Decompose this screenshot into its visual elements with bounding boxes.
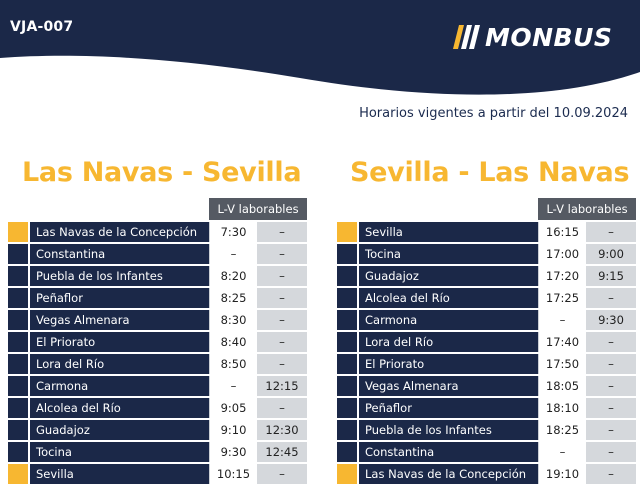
stop-name: Peñaflor — [359, 398, 538, 418]
departure-time-1: 18:05 — [538, 376, 586, 396]
table-row — [337, 310, 636, 332]
departure-time-1: – — [209, 244, 257, 264]
stop-name: El Priorato — [359, 354, 538, 374]
departure-time-1: 7:30 — [209, 222, 257, 242]
stop-name: Lora del Río — [359, 332, 538, 352]
departure-time-2: 12:15 — [257, 376, 307, 396]
departure-time-2: 9:15 — [586, 266, 636, 286]
departure-time-2: – — [586, 398, 636, 418]
table-row — [337, 222, 636, 244]
column-header: L-V laborables — [538, 198, 636, 220]
departure-time-2: – — [586, 288, 636, 308]
monbus-logo — [456, 22, 612, 52]
stop-marker — [8, 354, 28, 374]
departure-time-1: – — [538, 442, 586, 462]
departure-time-2: – — [586, 222, 636, 242]
stop-name: Peñaflor — [30, 288, 209, 308]
table-row — [8, 332, 307, 354]
stop-name: Puebla de los Infantes — [359, 420, 538, 440]
departure-time-2: 12:45 — [257, 442, 307, 462]
departure-time-2: – — [257, 464, 307, 484]
departure-time-1: – — [209, 376, 257, 396]
table-row — [8, 244, 307, 266]
terminal-stop-marker — [8, 222, 28, 242]
departure-time-1: 10:15 — [209, 464, 257, 484]
stop-name: Constantina — [359, 442, 538, 462]
departure-time-2: – — [586, 442, 636, 462]
terminal-stop-marker — [337, 222, 357, 242]
departure-time-1: 9:05 — [209, 398, 257, 418]
table-row — [337, 332, 636, 354]
stop-name: Sevilla — [30, 464, 209, 484]
stop-marker — [8, 288, 28, 308]
stop-marker — [8, 332, 28, 352]
inbound-timetable — [337, 198, 636, 486]
stop-marker — [337, 376, 357, 396]
table-row — [337, 398, 636, 420]
stop-name: Guadajoz — [30, 420, 209, 440]
departure-time-2: – — [257, 266, 307, 286]
departure-time-2: – — [257, 288, 307, 308]
stop-name: Alcolea del Río — [30, 398, 209, 418]
stop-name: Las Navas de la Concepción — [30, 222, 209, 242]
departure-time-1: 17:20 — [538, 266, 586, 286]
stop-name: Las Navas de la Concepción — [359, 464, 538, 484]
departure-time-2: – — [257, 244, 307, 264]
departure-time-1: 17:50 — [538, 354, 586, 374]
table-row — [8, 464, 307, 486]
stop-marker — [8, 398, 28, 418]
table-row — [8, 222, 307, 244]
table-row — [8, 442, 307, 464]
table-row — [8, 266, 307, 288]
table-row — [337, 354, 636, 376]
table-row — [8, 420, 307, 442]
terminal-stop-marker — [8, 464, 28, 484]
outbound-timetable — [8, 198, 307, 486]
stop-marker — [337, 442, 357, 462]
departure-time-2: – — [257, 332, 307, 352]
table-row — [337, 266, 636, 288]
stop-marker — [8, 376, 28, 396]
table-row — [8, 398, 307, 420]
departure-time-1: 18:10 — [538, 398, 586, 418]
departure-time-1: 9:30 — [209, 442, 257, 462]
departure-time-2: – — [257, 222, 307, 242]
departure-time-1: 17:25 — [538, 288, 586, 308]
stop-marker — [8, 310, 28, 330]
stop-marker — [337, 288, 357, 308]
departure-time-2: – — [257, 310, 307, 330]
inbound-title: Sevilla - Las Navas — [350, 157, 630, 188]
stop-name: Sevilla — [359, 222, 538, 242]
stop-name: Lora del Río — [30, 354, 209, 374]
column-header: L-V laborables — [209, 198, 307, 220]
stop-name: Puebla de los Infantes — [30, 266, 209, 286]
stop-name: Tocina — [30, 442, 209, 462]
logo-stripes-icon — [453, 25, 480, 49]
stop-marker — [8, 244, 28, 264]
departure-time-1: – — [538, 310, 586, 330]
stop-marker — [337, 266, 357, 286]
stop-marker — [8, 420, 28, 440]
stop-marker — [8, 442, 28, 462]
stop-name: Vegas Almenara — [30, 310, 209, 330]
header-wave-shape — [0, 0, 640, 110]
route-code: VJA-007 — [10, 19, 74, 35]
stop-name: Carmona — [359, 310, 538, 330]
table-row — [337, 420, 636, 442]
departure-time-1: 17:00 — [538, 244, 586, 264]
stop-name: Alcolea del Río — [359, 288, 538, 308]
table-row — [337, 288, 636, 310]
table-row — [337, 244, 636, 266]
departure-time-1: 8:30 — [209, 310, 257, 330]
table-row — [8, 288, 307, 310]
departure-time-1: 8:50 — [209, 354, 257, 374]
table-row — [8, 376, 307, 398]
stop-name: Vegas Almenara — [359, 376, 538, 396]
departure-time-1: 9:10 — [209, 420, 257, 440]
departure-time-2: 12:30 — [257, 420, 307, 440]
departure-time-2: – — [586, 354, 636, 374]
stop-name: Carmona — [30, 376, 209, 396]
departure-time-2: 9:30 — [586, 310, 636, 330]
table-row — [8, 354, 307, 376]
stop-name: El Priorato — [30, 332, 209, 352]
departure-time-2: – — [586, 332, 636, 352]
stop-marker — [337, 244, 357, 264]
stop-name: Constantina — [30, 244, 209, 264]
stop-name: Guadajoz — [359, 266, 538, 286]
table-row — [337, 442, 636, 464]
validity-note: Horarios vigentes a partir del 10.09.2024 — [359, 106, 628, 121]
departure-time-1: 8:25 — [209, 288, 257, 308]
table-row — [8, 310, 307, 332]
table-row — [337, 464, 636, 486]
stop-marker — [337, 354, 357, 374]
departure-time-1: 8:20 — [209, 266, 257, 286]
stop-marker — [337, 310, 357, 330]
departure-time-1: 8:40 — [209, 332, 257, 352]
terminal-stop-marker — [337, 464, 357, 484]
header-banner — [0, 0, 640, 110]
stop-marker — [337, 398, 357, 418]
stop-name: Tocina — [359, 244, 538, 264]
departure-time-2: – — [586, 376, 636, 396]
departure-time-2: – — [586, 464, 636, 484]
departure-time-1: 19:10 — [538, 464, 586, 484]
departure-time-1: 18:25 — [538, 420, 586, 440]
departure-time-1: 16:15 — [538, 222, 586, 242]
departure-time-2: – — [257, 354, 307, 374]
stop-marker — [337, 332, 357, 352]
outbound-title: Las Navas - Sevilla — [22, 157, 302, 188]
departure-time-2: 9:00 — [586, 244, 636, 264]
stop-marker — [337, 420, 357, 440]
table-row — [337, 376, 636, 398]
departure-time-2: – — [586, 420, 636, 440]
stop-marker — [8, 266, 28, 286]
logo-text: MONBUS — [485, 22, 613, 52]
departure-time-1: 17:40 — [538, 332, 586, 352]
departure-time-2: – — [257, 398, 307, 418]
